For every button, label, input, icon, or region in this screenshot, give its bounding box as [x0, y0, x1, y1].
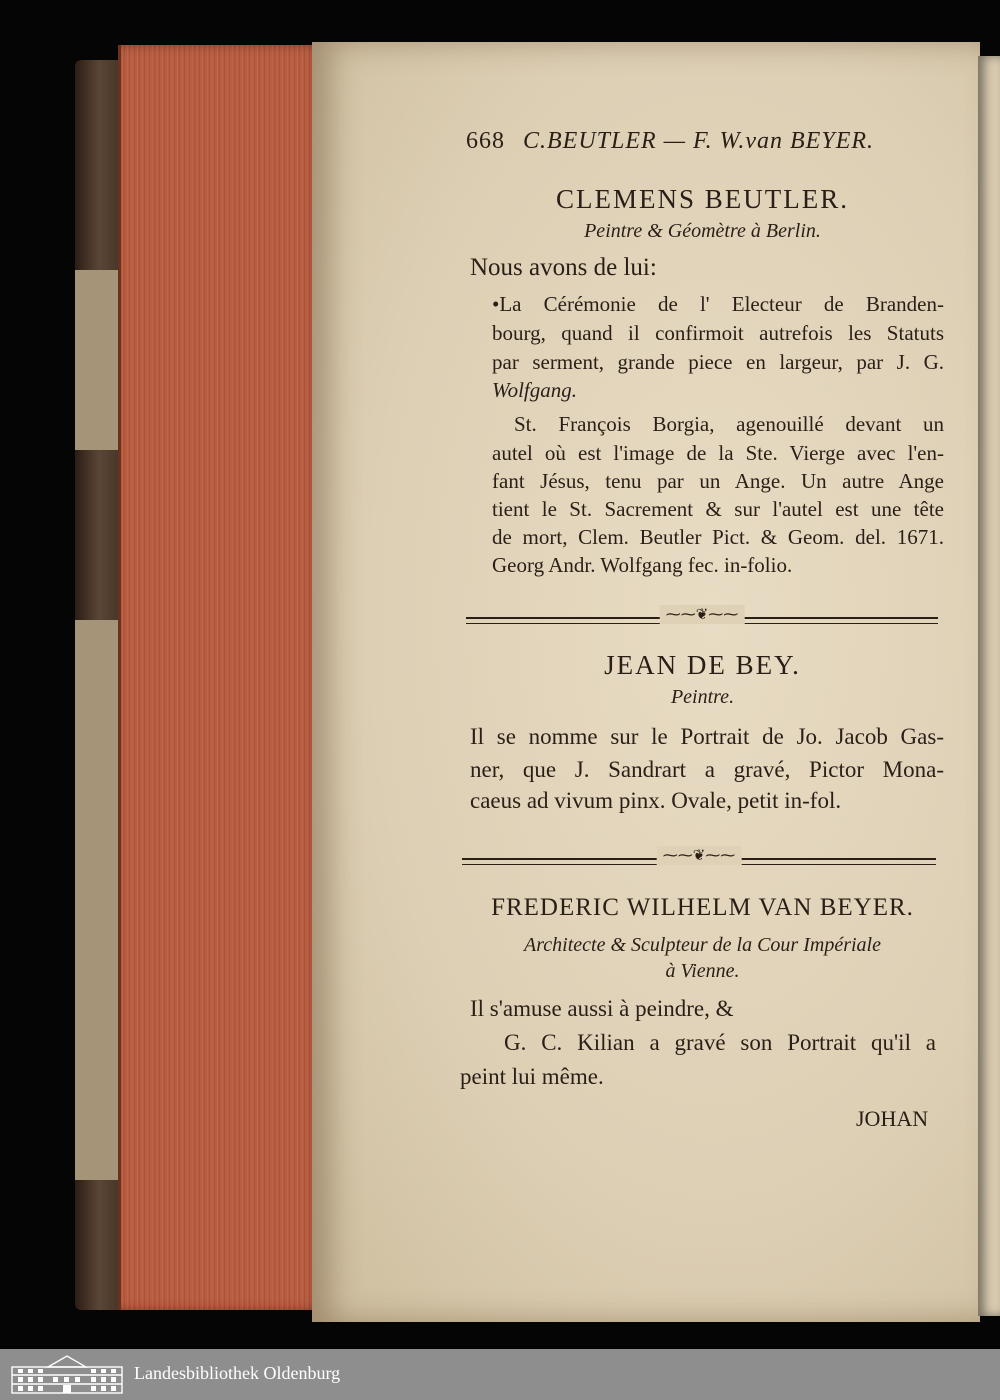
entry-title-bey: JEAN DE BEY.: [604, 650, 801, 680]
library-building-icon: [8, 1353, 126, 1395]
body-line: G. C. Kilian a gravé son Portrait qu'il a: [504, 1030, 936, 1055]
library-name: Landesbibliothek Oldenburg: [134, 1363, 341, 1383]
entry-title-beutler: CLEMENS BEUTLER.: [556, 184, 849, 214]
body-line: caeus ad vivum pinx. Ovale, petit in-fol.: [470, 788, 842, 813]
body-line: •La Cérémonie de l' Electeur de Branden-: [492, 292, 944, 316]
body-line: Wolfgang.: [492, 378, 577, 402]
catchword: JOHAN: [856, 1106, 929, 1131]
body-line: St. François Borgia, agenouillé devant un: [514, 412, 944, 436]
body-line: Il se nomme sur le Portrait de Jo. Jacob Gas-: [470, 724, 944, 749]
body-line: de mort, Clem. Beutler Pict. & Geom. del. 1671.: [492, 525, 944, 549]
ornamental-divider: ⁓⁓❦⁓⁓: [466, 614, 938, 624]
body-line: tient le St. Sacrement & sur l'autel est une tête: [492, 497, 944, 521]
body-line: autel où est l'image de la Ste. Vierge avec l'en-: [492, 441, 944, 465]
page-number: 668: [466, 128, 505, 154]
page-edges: [118, 45, 321, 1310]
body-line: fant Jésus, tenu par un Ange. Un autre Ange: [492, 469, 944, 493]
body-line: ner, que J. Sandrart a gravé, Pictor Mona-: [470, 757, 944, 782]
body-line: par serment, grande piece en largeur, par J. G.: [492, 350, 944, 374]
footer-bar: [0, 1349, 1000, 1400]
running-head: [466, 128, 874, 155]
entry-role-van-beyer: Architecte & Sculpteur de la Cour Impériale: [524, 934, 881, 956]
running-head-title: C.BEUTLER — F. W.van BEYER.: [523, 128, 875, 154]
body-line: Nous avons de lui:: [470, 254, 657, 281]
body-line: Il s'amuse aussi à peindre, &: [470, 996, 734, 1021]
ornamental-divider: ⁓⁓❦⁓⁓: [462, 855, 936, 865]
entry-title-van-beyer: FREDERIC WILHELM VAN BEYER.: [491, 894, 914, 921]
body-line: Georg Andr. Wolfgang fec. in-folio.: [492, 553, 793, 577]
body-line: peint lui même.: [460, 1064, 604, 1089]
body-line: bourg, quand il confirmoit autrefois les Statuts: [492, 321, 944, 345]
entry-role-van-beyer-line2: à Vienne.: [665, 960, 740, 982]
entry-role-bey: Peintre.: [670, 686, 735, 708]
entry-role-beutler: Peintre & Géomètre à Berlin.: [584, 220, 821, 242]
facing-page-edge: [978, 56, 1000, 1316]
